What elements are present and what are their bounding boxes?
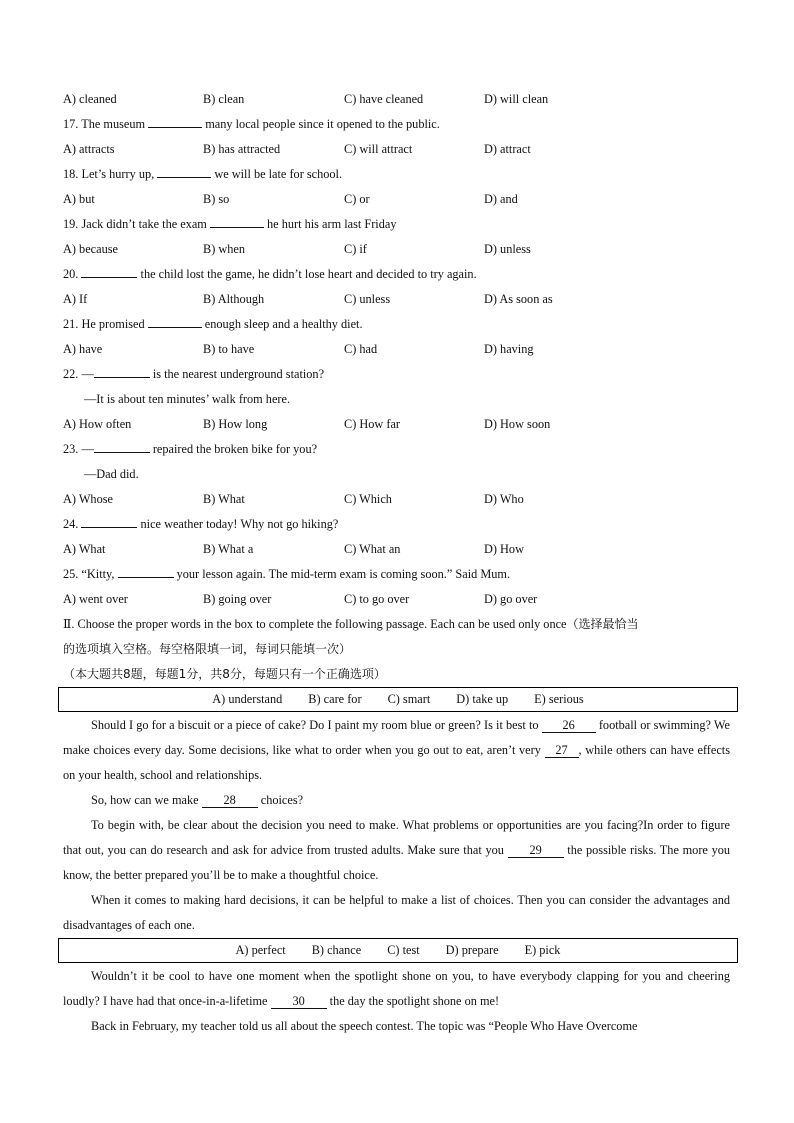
option-d: D) go over <box>484 592 538 606</box>
section-2-note: （本大题共8题，每题1分，共8分，每题只有一个正确选项） <box>63 667 386 681</box>
answer-blank <box>94 377 150 378</box>
option-b: B) clean <box>203 92 245 106</box>
answer-blank <box>81 277 137 278</box>
passage-1-paragraph-2: So, how can we make 28 choices? <box>91 793 304 807</box>
option-a: A) have <box>63 342 103 356</box>
option-b: B) What a <box>203 542 254 556</box>
option-c: C) to go over <box>344 592 410 606</box>
question-22-reply: —It is about ten minutes’ walk from here. <box>84 392 291 406</box>
question-23: 23. — repaired the broken bike for you? <box>63 442 318 456</box>
passage-1-paragraph-3: To begin with, be clear about the decision you need to make. What problems or opportunities are you facing?In order to figure that out, you can do research and ask for advice from trusted adults. Make sure that you 29 the possible risks. The more you know, the better prepared you’ll be to make a thoughtful choice. <box>63 818 731 882</box>
option-b: B) when <box>203 242 246 256</box>
answer-blank <box>148 327 202 328</box>
option-d: D) unless <box>484 242 531 256</box>
option-d: D) attract <box>484 142 531 156</box>
answer-blank <box>157 177 211 178</box>
blank-28: 28 <box>202 793 258 808</box>
q16-options <box>63 90 743 108</box>
blank-30: 30 <box>271 994 327 1009</box>
answer-blank <box>148 127 202 128</box>
option-a: A) because <box>63 242 118 256</box>
option-c: C) What an <box>344 542 401 556</box>
option-a: A) How often <box>63 417 132 431</box>
answer-blank <box>94 452 150 453</box>
option-d: D) and <box>484 192 518 206</box>
question-20: 20. the child lost the game, he didn’t lose heart and decided to try again. <box>63 267 477 281</box>
q23-options <box>63 490 743 508</box>
question-18: 18. Let’s hurry up, we will be late for school. <box>63 167 343 181</box>
answer-blank <box>81 527 137 528</box>
option-c: C) if <box>344 242 367 256</box>
passage-1-paragraph-1: Should I go for a biscuit or a piece of cake? Do I paint my room blue or green? Is it best to 26 football or swimming? We make choices every day. Some decisions, like what to order when you go out to eat, aren’t very 27 , while others can have effects on your health, school and relationships. <box>63 718 731 782</box>
option-a: A) What <box>63 542 106 556</box>
option-b: B) How long <box>203 417 268 431</box>
q17-options <box>63 140 743 158</box>
option-d: D) will clean <box>484 92 549 106</box>
question-23-reply: —Dad did. <box>84 467 139 481</box>
option-b: B) has attracted <box>203 142 281 156</box>
option-a: A) If <box>63 292 88 306</box>
q24-options <box>63 540 743 558</box>
q25-options <box>63 590 743 608</box>
question-25: 25. “Kitty, your lesson again. The mid-term exam is coming soon.” Said Mum. <box>63 567 511 581</box>
q20-options <box>63 290 743 308</box>
option-c: C) unless <box>344 292 391 306</box>
option-c: C) or <box>344 192 370 206</box>
q21-options <box>63 340 743 358</box>
word-option: D) take up <box>456 692 509 706</box>
q22-options <box>63 415 743 433</box>
passage-2-paragraph-1: Wouldn’t it be cool to have one moment when the spotlight shone on you, to have everybody clapping for you and cheering loudly? I have had that once-in-a-lifetime 30 the day the spotlight shone on me! <box>63 969 730 1008</box>
q18-options <box>63 190 743 208</box>
word-option: C) test <box>387 943 420 957</box>
word-option: A) perfect <box>235 943 286 957</box>
option-a: A) Whose <box>63 492 113 506</box>
word-option: B) care for <box>308 692 362 706</box>
option-a: A) cleaned <box>63 92 117 106</box>
word-option: B) chance <box>311 943 362 957</box>
option-c: C) How far <box>344 417 401 431</box>
word-option: E) pick <box>524 943 561 957</box>
option-d: D) Who <box>484 492 524 506</box>
word-box-2 <box>58 938 738 963</box>
question-21: 21. He promised enough sleep and a healthy diet. <box>63 317 363 331</box>
option-c: C) will attract <box>344 142 413 156</box>
question-19: 19. Jack didn’t take the exam he hurt his arm last Friday <box>63 217 397 231</box>
option-a: A) went over <box>63 592 128 606</box>
option-b: B) What <box>203 492 245 506</box>
blank-26: 26 <box>542 718 596 733</box>
word-option: A) understand <box>212 692 283 706</box>
word-option: C) smart <box>387 692 431 706</box>
option-c: C) have cleaned <box>344 92 424 106</box>
answer-blank <box>118 577 174 578</box>
option-a: A) attracts <box>63 142 115 156</box>
question-24: 24. nice weather today! Why not go hiking? <box>63 517 339 531</box>
passage-1-paragraph-4: When it comes to making hard decisions, it can be helpful to make a list of choices. Then you can consider the advantages and disadvantages of each one. <box>63 893 730 932</box>
question-17: 17. The museum many local people since it opened to the public. <box>63 117 440 131</box>
question-22: 22. — is the nearest underground station? <box>63 367 325 381</box>
word-box-1 <box>58 687 738 712</box>
option-a: A) but <box>63 192 95 206</box>
q19-options <box>63 240 743 258</box>
section-2-instruction: Ⅱ. Choose the proper words in the box to complete the following passage. Each can be used only once（选择最恰当 <box>63 617 639 631</box>
section-2-instruction-cont: 的选项填入空格。每空格限填一词，每词只能填一次） <box>63 642 352 656</box>
option-d: D) having <box>484 342 534 356</box>
option-b: B) to have <box>203 342 255 356</box>
word-option: D) prepare <box>445 943 499 957</box>
blank-27: 27 <box>545 743 579 758</box>
word-option: E) serious <box>534 692 584 706</box>
option-b: B) going over <box>203 592 272 606</box>
blank-29: 29 <box>508 843 564 858</box>
option-c: C) Which <box>344 492 392 506</box>
option-b: B) so <box>203 192 230 206</box>
option-d: D) How soon <box>484 417 551 431</box>
option-c: C) had <box>344 342 378 356</box>
option-d: D) How <box>484 542 524 556</box>
answer-blank <box>210 227 264 228</box>
option-b: B) Although <box>203 292 265 306</box>
option-d: D) As soon as <box>484 292 553 306</box>
passage-2-paragraph-2: Back in February, my teacher told us all about the speech contest. The topic was “People Who Have Overcome <box>91 1019 638 1033</box>
